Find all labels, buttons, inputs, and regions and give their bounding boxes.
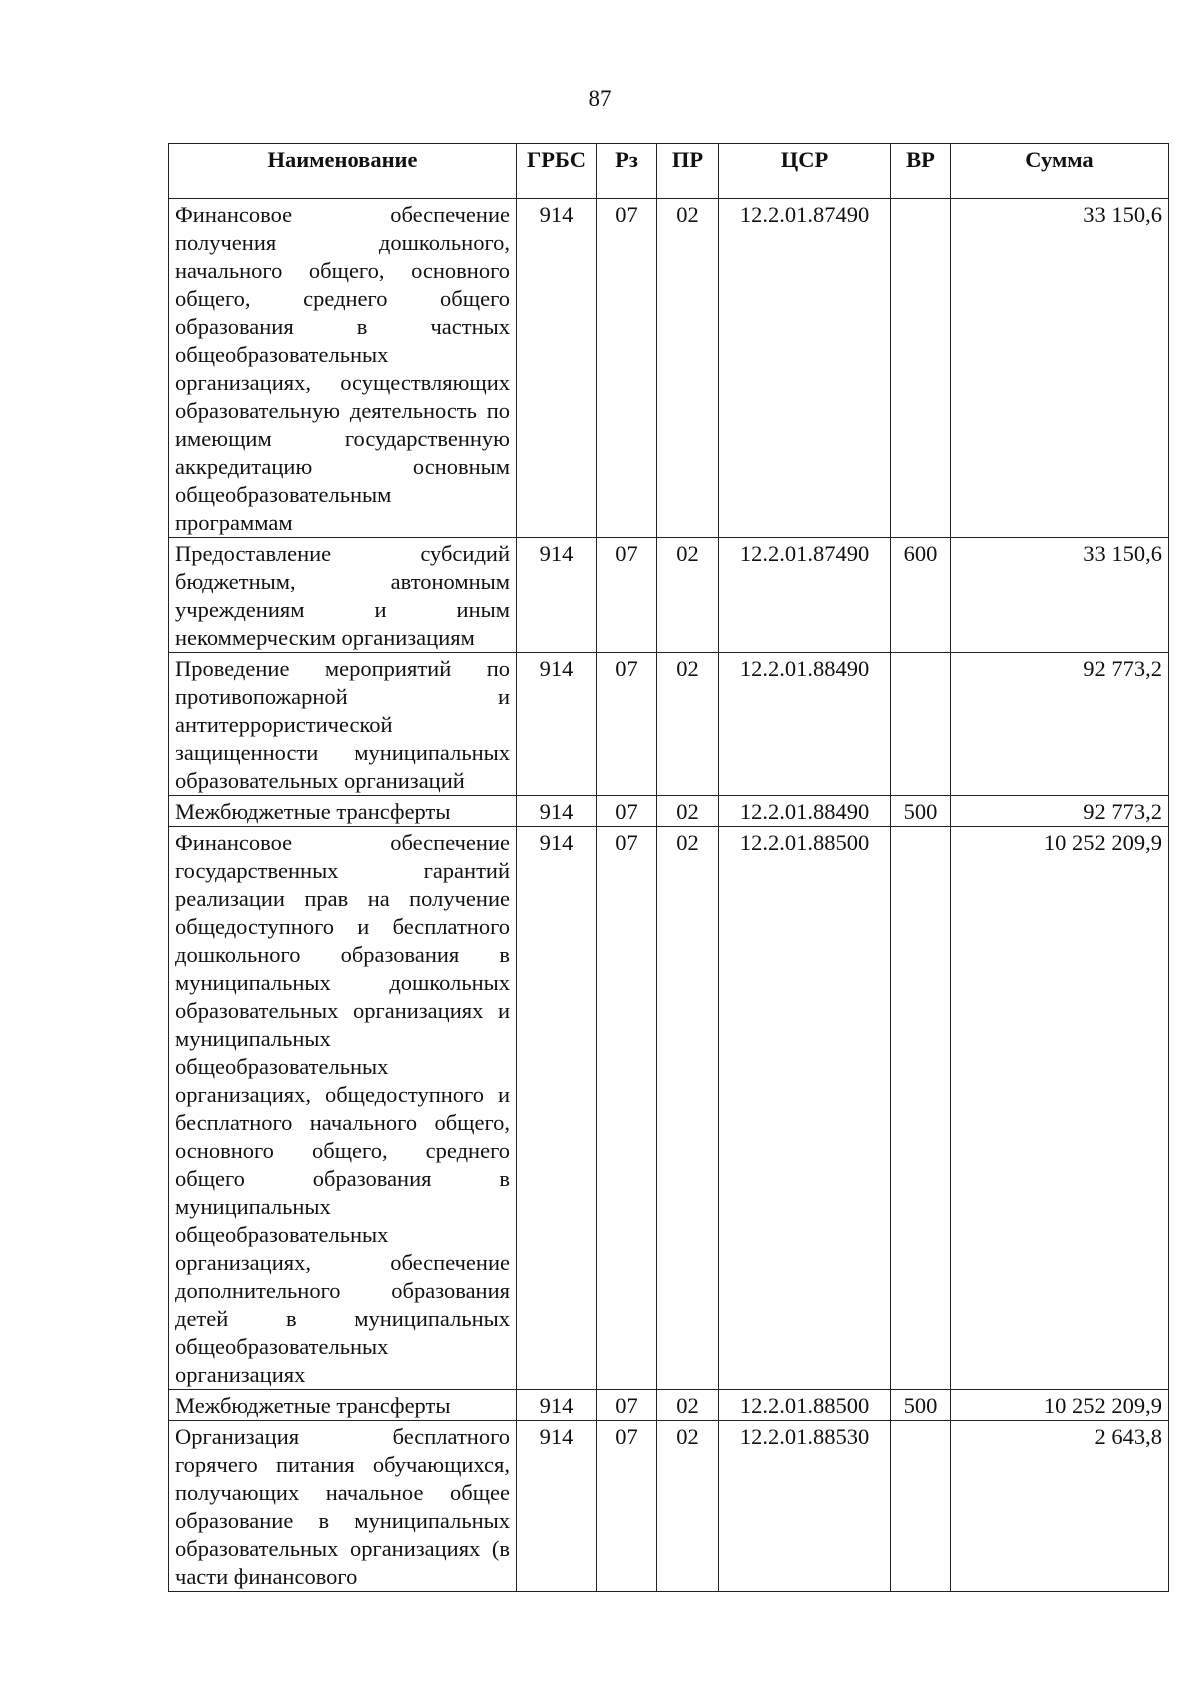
cell-pr: 02 <box>657 827 719 1390</box>
cell-csr: 12.2.01.87490 <box>719 199 891 538</box>
cell-name: Проведение мероприятий по противопожарной и антитеррористической защищенности муниципальных образовательных организаций <box>169 653 517 796</box>
cell-vr <box>891 827 951 1390</box>
cell-csr: 12.2.01.88490 <box>719 796 891 827</box>
cell-grbs: 914 <box>517 653 597 796</box>
cell-rz: 07 <box>597 538 657 653</box>
table-row <box>169 653 1169 796</box>
cell-rz: 07 <box>597 1421 657 1592</box>
cell-grbs: 914 <box>517 796 597 827</box>
header-grbs: ГРБС <box>517 144 597 199</box>
header-pr: ПР <box>657 144 719 199</box>
cell-csr: 12.2.01.87490 <box>719 538 891 653</box>
cell-name: Финансовое обеспечение получения дошкольного, начального общего, основного общего, среднего общего образования в частных общеобразовательных организациях, осуществляющих образовательную деятельность по имеющим государственную аккредитацию основным общеобразовательным программам <box>169 199 517 538</box>
table-row <box>169 1421 1169 1592</box>
cell-rz: 07 <box>597 1390 657 1421</box>
header-vr: ВР <box>891 144 951 199</box>
cell-name: Финансовое обеспечение государственных гарантий реализации прав на получение общедоступного и бесплатного дошкольного образования в муниципальных дошкольных образовательных организациях и муниципальных общеобразовательных организациях, общедоступного и бесплатного начального общего, основного общего, среднего общего образования в муниципальных общеобразовательных организациях, обеспечение дополнительного образования детей в муниципальных общеобразовательных организациях <box>169 827 517 1390</box>
cell-rz: 07 <box>597 796 657 827</box>
cell-pr: 02 <box>657 653 719 796</box>
cell-vr: 600 <box>891 538 951 653</box>
header-sum: Сумма <box>951 144 1169 199</box>
cell-name: Межбюджетные трансферты <box>169 1390 517 1421</box>
cell-sum: 33 150,6 <box>951 538 1169 653</box>
header-csr: ЦСР <box>719 144 891 199</box>
cell-csr: 12.2.01.88500 <box>719 827 891 1390</box>
cell-csr: 12.2.01.88500 <box>719 1390 891 1421</box>
cell-vr: 500 <box>891 796 951 827</box>
cell-grbs: 914 <box>517 1390 597 1421</box>
cell-vr <box>891 1421 951 1592</box>
page-number: 87 <box>588 86 612 111</box>
cell-pr: 02 <box>657 199 719 538</box>
header-rz: Рз <box>597 144 657 199</box>
cell-sum: 33 150,6 <box>951 199 1169 538</box>
table-row <box>169 199 1169 538</box>
cell-grbs: 914 <box>517 827 597 1390</box>
cell-name: Организация бесплатного горячего питания обучающихся, получающих начальное общее образование в муниципальных образовательных организациях (в части финансового <box>169 1421 517 1592</box>
cell-pr: 02 <box>657 1421 719 1592</box>
cell-csr: 12.2.01.88530 <box>719 1421 891 1592</box>
cell-sum: 10 252 209,9 <box>951 1390 1169 1421</box>
cell-name: Предоставление субсидий бюджетным, автономным учреждениям и иным некоммерческим организациям <box>169 538 517 653</box>
table-row <box>169 796 1169 827</box>
cell-pr: 02 <box>657 538 719 653</box>
cell-vr: 500 <box>891 1390 951 1421</box>
cell-sum: 92 773,2 <box>951 796 1169 827</box>
table-header-row <box>169 144 1169 199</box>
cell-pr: 02 <box>657 796 719 827</box>
cell-rz: 07 <box>597 653 657 796</box>
cell-sum: 2 643,8 <box>951 1421 1169 1592</box>
cell-rz: 07 <box>597 199 657 538</box>
table-row <box>169 538 1169 653</box>
cell-grbs: 914 <box>517 199 597 538</box>
cell-grbs: 914 <box>517 538 597 653</box>
cell-grbs: 914 <box>517 1421 597 1592</box>
cell-name: Межбюджетные трансферты <box>169 796 517 827</box>
table-row <box>169 827 1169 1390</box>
cell-vr <box>891 199 951 538</box>
cell-sum: 10 252 209,9 <box>951 827 1169 1390</box>
header-name: Наименование <box>169 144 517 199</box>
cell-pr: 02 <box>657 1390 719 1421</box>
cell-csr: 12.2.01.88490 <box>719 653 891 796</box>
table-row <box>169 1390 1169 1421</box>
cell-vr <box>891 653 951 796</box>
cell-sum: 92 773,2 <box>951 653 1169 796</box>
budget-table <box>168 143 1169 1592</box>
cell-rz: 07 <box>597 827 657 1390</box>
